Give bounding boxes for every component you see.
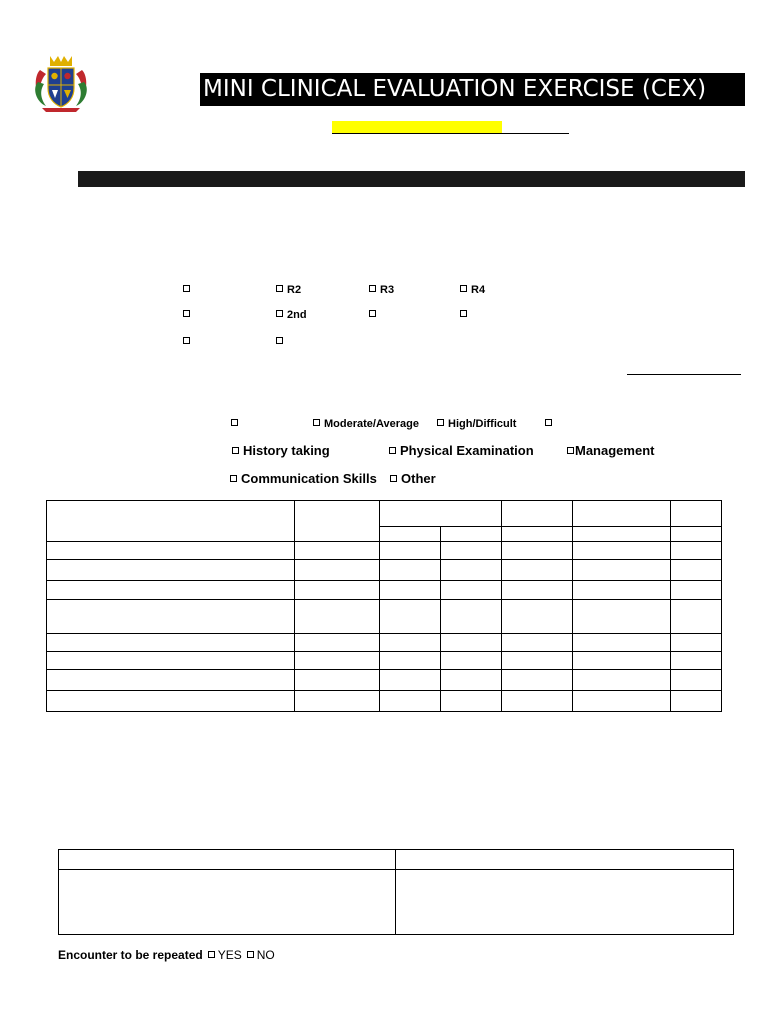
checkbox-icon[interactable]	[567, 447, 574, 454]
table-header-row	[47, 501, 722, 527]
table-row	[47, 600, 722, 634]
table-row	[47, 542, 722, 560]
table-cell[interactable]	[671, 581, 722, 600]
checkbox-icon[interactable]	[369, 285, 376, 292]
checkbox-icon[interactable]	[460, 310, 467, 317]
table-cell[interactable]	[671, 600, 722, 634]
table-header-cell	[573, 501, 671, 527]
focus-history-taking[interactable]: History taking	[232, 443, 330, 458]
comments-cell[interactable]	[396, 870, 734, 935]
table-cell[interactable]	[295, 581, 380, 600]
table-row	[47, 634, 722, 652]
table-cell[interactable]	[502, 600, 573, 634]
table-cell[interactable]	[573, 634, 671, 652]
table-row	[47, 691, 722, 712]
table-cell[interactable]	[671, 560, 722, 581]
table-row	[47, 581, 722, 600]
table-cell[interactable]	[502, 652, 573, 670]
table-cell[interactable]	[441, 600, 502, 634]
table-cell[interactable]	[573, 581, 671, 600]
table-cell[interactable]	[295, 634, 380, 652]
table-cell[interactable]	[380, 581, 441, 600]
table-cell[interactable]	[502, 560, 573, 581]
table-cell	[47, 670, 295, 691]
table-header-cell	[441, 527, 502, 542]
table-cell[interactable]	[295, 691, 380, 712]
table-cell[interactable]	[380, 670, 441, 691]
table-cell[interactable]	[441, 542, 502, 560]
table-row	[47, 652, 722, 670]
complexity-option-moderate[interactable]: Moderate/Average	[313, 418, 419, 431]
table-row	[47, 670, 722, 691]
checkbox-icon[interactable]	[545, 419, 552, 426]
table-cell[interactable]	[441, 670, 502, 691]
checkbox-icon[interactable]	[313, 419, 320, 426]
focus-communication-skills[interactable]: Communication Skills	[230, 471, 377, 486]
year-option-3[interactable]	[369, 309, 380, 322]
table-cell[interactable]	[671, 691, 722, 712]
table-cell[interactable]	[441, 634, 502, 652]
table-cell	[47, 691, 295, 712]
checkbox-icon[interactable]	[276, 285, 283, 292]
complexity-option-low[interactable]	[231, 418, 242, 431]
checkbox-icon[interactable]	[247, 951, 254, 958]
level-option-1[interactable]	[183, 284, 194, 297]
table-cell[interactable]	[441, 691, 502, 712]
comments-table	[58, 849, 734, 935]
table-cell	[47, 542, 295, 560]
table-cell[interactable]	[380, 691, 441, 712]
table-cell	[47, 652, 295, 670]
date-line[interactable]	[627, 374, 741, 375]
coat-of-arms-icon	[30, 52, 92, 114]
table-cell[interactable]	[502, 691, 573, 712]
table-cell[interactable]	[295, 652, 380, 670]
table-cell[interactable]	[295, 670, 380, 691]
setting-option-1[interactable]	[183, 336, 194, 349]
table-cell[interactable]	[573, 691, 671, 712]
checkbox-icon[interactable]	[232, 447, 239, 454]
checkbox-icon[interactable]	[369, 310, 376, 317]
table-cell[interactable]	[671, 542, 722, 560]
checkbox-icon[interactable]	[230, 475, 237, 482]
table-header-cell	[295, 501, 380, 542]
table-cell	[47, 581, 295, 600]
table-cell[interactable]	[380, 652, 441, 670]
table-cell[interactable]	[573, 600, 671, 634]
table-cell[interactable]	[380, 634, 441, 652]
table-header-cell	[671, 527, 722, 542]
checkbox-icon[interactable]	[183, 285, 190, 292]
table-row	[47, 560, 722, 581]
comments-header-cell	[59, 850, 396, 870]
table-cell[interactable]	[502, 670, 573, 691]
table-cell[interactable]	[502, 581, 573, 600]
table-header-cell	[380, 501, 502, 527]
table-cell[interactable]	[671, 670, 722, 691]
table-cell[interactable]	[441, 652, 502, 670]
checkbox-icon[interactable]	[390, 475, 397, 482]
table-cell[interactable]	[573, 670, 671, 691]
setting-option-2[interactable]	[276, 336, 287, 349]
comments-header-row	[59, 850, 734, 870]
table-cell[interactable]	[380, 560, 441, 581]
focus-other[interactable]: Other	[390, 471, 436, 486]
table-cell[interactable]	[502, 634, 573, 652]
year-option-2nd[interactable]: 2nd	[276, 309, 307, 322]
form-title: MINI CLINICAL EVALUATION EXERCISE (CEX)	[200, 73, 745, 106]
complexity-option-4[interactable]	[545, 418, 556, 431]
comments-cell[interactable]	[59, 870, 396, 935]
table-cell[interactable]	[573, 542, 671, 560]
focus-physical-examination[interactable]: Physical Examination	[389, 443, 534, 458]
table-cell[interactable]	[295, 542, 380, 560]
table-header-cell	[671, 501, 722, 527]
table-cell[interactable]	[671, 652, 722, 670]
table-header-cell	[573, 527, 671, 542]
table-cell[interactable]	[573, 652, 671, 670]
comments-body-row	[59, 870, 734, 935]
section-divider-bar	[78, 171, 745, 187]
table-cell[interactable]	[671, 634, 722, 652]
checkbox-icon[interactable]	[389, 447, 396, 454]
table-header-cell	[502, 501, 573, 527]
repeat-encounter-question	[58, 948, 275, 962]
table-header-cell	[380, 527, 441, 542]
comments-header-cell	[396, 850, 734, 870]
table-cell[interactable]	[295, 600, 380, 634]
checkbox-icon[interactable]	[437, 419, 444, 426]
table-cell[interactable]	[295, 560, 380, 581]
checkbox-icon[interactable]	[276, 310, 283, 317]
table-cell	[47, 600, 295, 634]
checkbox-icon[interactable]	[183, 310, 190, 317]
checkbox-icon[interactable]	[231, 419, 238, 426]
year-option-1[interactable]	[183, 309, 194, 322]
table-cell[interactable]	[441, 581, 502, 600]
table-cell	[47, 560, 295, 581]
table-header-cell	[47, 501, 295, 542]
focus-management[interactable]: Management	[567, 443, 654, 458]
checkbox-icon[interactable]	[276, 337, 283, 344]
table-header-cell	[502, 527, 573, 542]
table-cell[interactable]	[573, 560, 671, 581]
field-underline	[332, 133, 569, 134]
repeat-no-label[interactable]: NO	[256, 948, 275, 962]
repeat-encounter-label: Encounter to be repeated	[58, 948, 203, 962]
level-option-r4[interactable]: R4	[460, 284, 485, 297]
complexity-option-high[interactable]: High/Difficult	[437, 418, 516, 431]
table-cell[interactable]	[380, 600, 441, 634]
rating-table	[46, 500, 722, 712]
repeat-yes-label[interactable]: YES	[217, 948, 242, 962]
table-cell[interactable]	[441, 560, 502, 581]
checkbox-icon[interactable]	[208, 951, 215, 958]
level-option-r2[interactable]: R2	[276, 284, 301, 297]
checkbox-icon[interactable]	[460, 285, 467, 292]
year-option-4[interactable]	[460, 309, 471, 322]
table-cell	[47, 634, 295, 652]
table-cell[interactable]	[380, 542, 441, 560]
checkbox-icon[interactable]	[183, 337, 190, 344]
table-cell[interactable]	[502, 542, 573, 560]
level-option-r3[interactable]: R3	[369, 284, 394, 297]
